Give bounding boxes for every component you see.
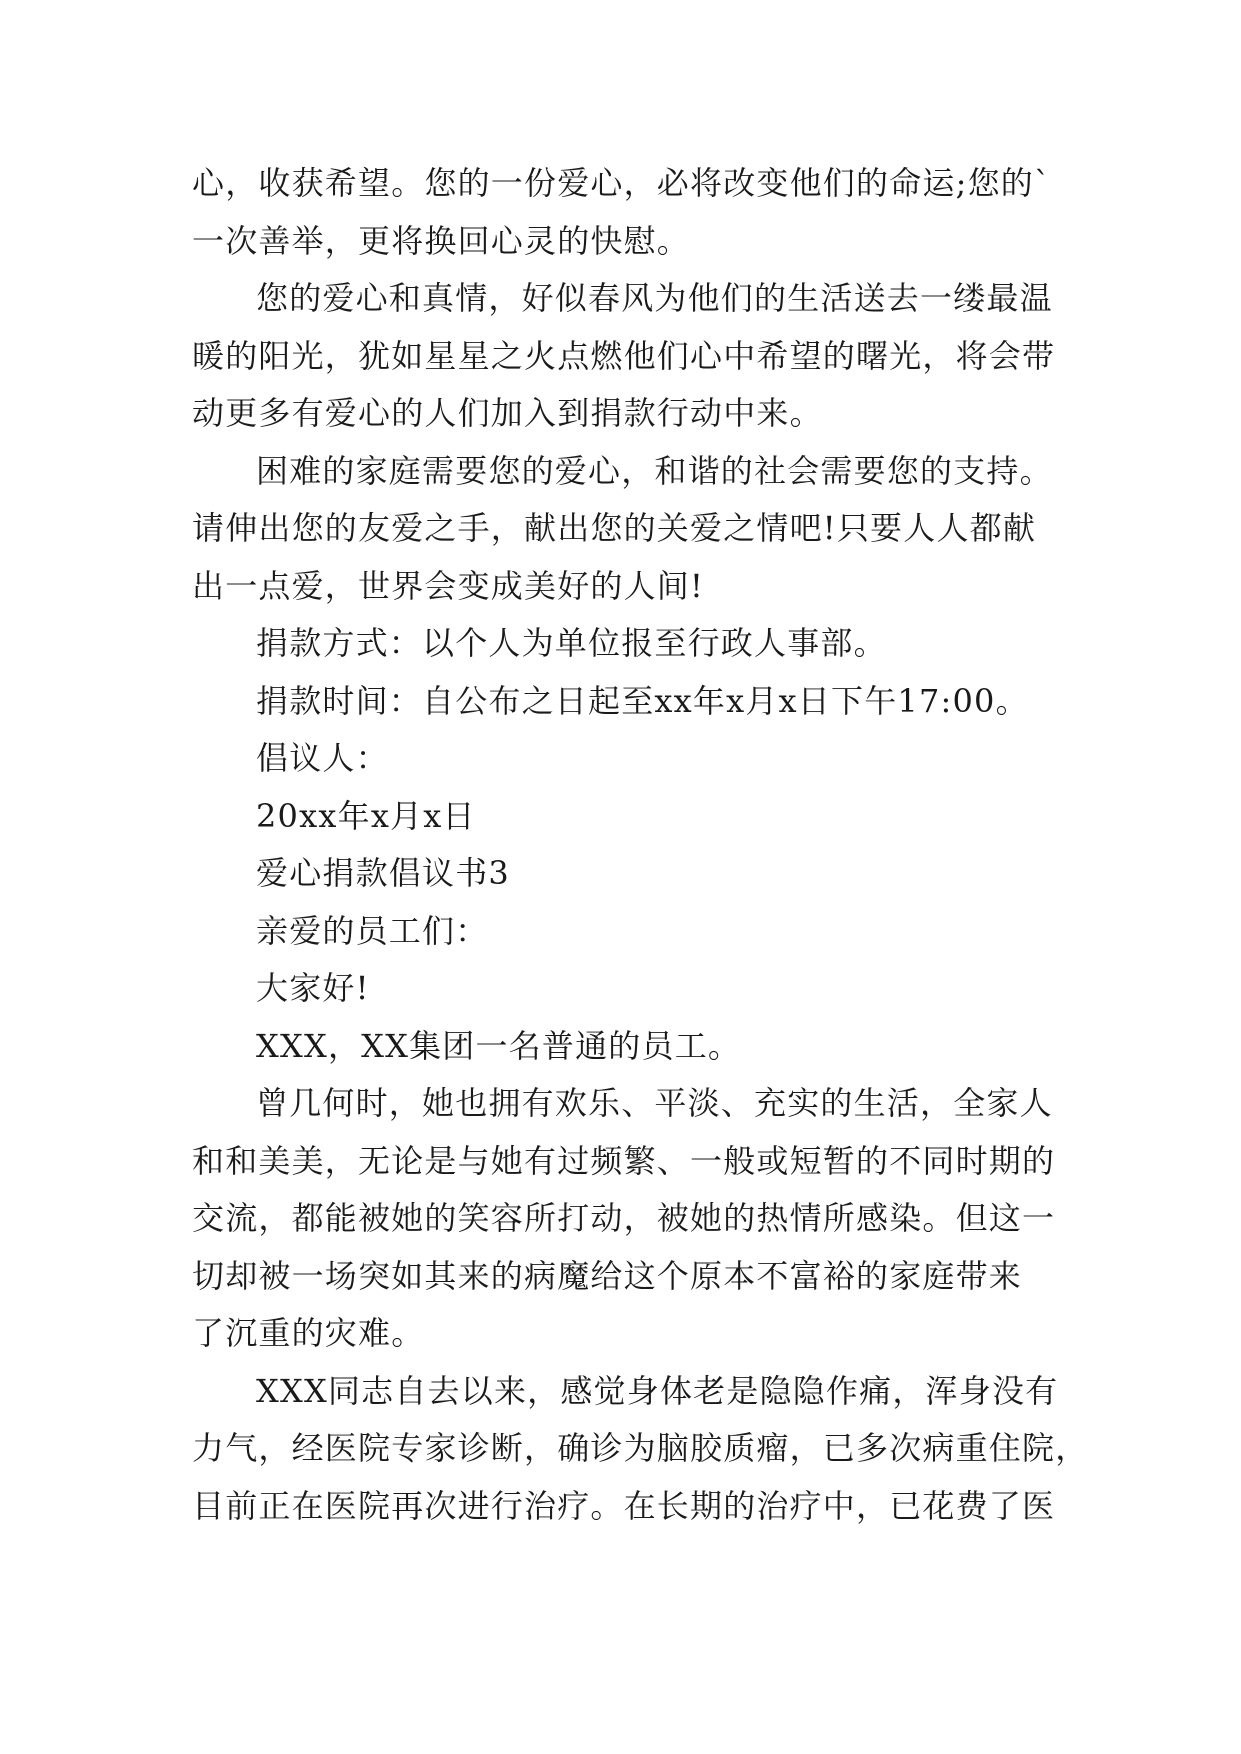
text-line: 一次善举，更将换回心灵的快慰。 (192, 221, 691, 260)
text-line: XXX同志自去以来，感觉身体老是隐隐作痛，浑身没有 (256, 1371, 1059, 1410)
text-line: 交流，都能被她的笑容所打动，被她的热情所感染。但这一 (192, 1199, 1056, 1237)
text-line: 暖的阳光，犹如星星之火点燃他们心中希望的曙光，将会带 (192, 336, 1056, 375)
text-line: 出一点爱，世界会变成美好的人间! (192, 566, 705, 605)
text-line: 捐款方式：以个人为单位报至行政人事部。 (256, 624, 887, 662)
text-line: 亲爱的员工们： (256, 911, 489, 950)
text-line: 力气，经医院专家诊断，确诊为脑胶质瘤，已多次病重住院， (192, 1429, 1089, 1467)
text-line: 切却被一场突如其来的病魔给这个原本不富裕的家庭带来 (192, 1256, 1023, 1295)
text-line: 爱心捐款倡议书3 (256, 854, 510, 892)
text-line: 动更多有爱心的人们加入到捐款行动中来。 (192, 394, 823, 432)
text-line: 20xx年x月x日 (256, 796, 476, 835)
text-line: 倡议人： (256, 739, 389, 777)
text-line: 目前正在医院再次进行治疗。在长期的治疗中，已花费了医 (192, 1486, 1056, 1525)
text-line: 心，收获希望。您的一份爱心，必将改变他们的命运;您的` (192, 164, 1052, 202)
text-line: 捐款时间：自公布之日起至xx年x月x日下午17:00。 (256, 681, 1029, 720)
text-line: 和和美美，无论是与她有过频繁、一般或短暂的不同时期的 (192, 1141, 1056, 1180)
text-line: 了沉重的灾难。 (192, 1314, 425, 1352)
text-line: 困难的家庭需要您的爱心，和谐的社会需要您的支持。 (256, 451, 1053, 490)
text-line: 大家好! (256, 969, 370, 1007)
text-line: 请伸出您的友爱之手，献出您的关爱之情吧!只要人人都献 (192, 509, 1037, 547)
text-line: 您的爱心和真情，好似春风为他们的生活送去一缕最温 (256, 279, 1053, 317)
text-line: XXX，XX集团一名普通的员工。 (256, 1026, 742, 1065)
document-body (192, 155, 1089, 1535)
text-line: 曾几何时，她也拥有欢乐、平淡、充实的生活，全家人 (256, 1084, 1053, 1122)
